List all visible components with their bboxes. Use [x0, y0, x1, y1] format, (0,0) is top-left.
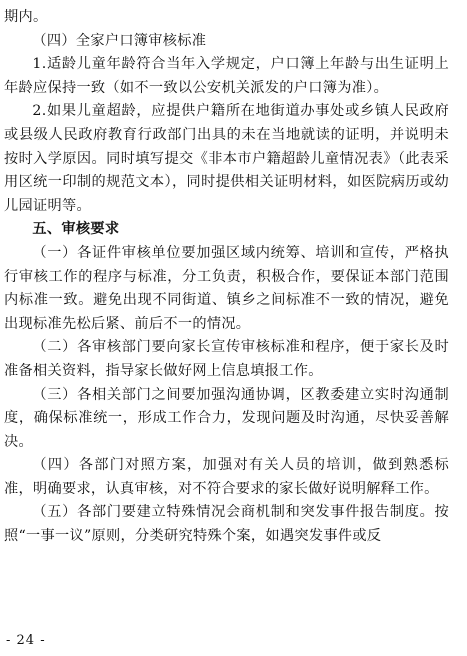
- paragraph: 2.如果儿童超龄，应提供户籍所在地街道办事处或乡镇人民政府或县级人民政府教育行政部门出具的未在当地就读的证明，并说明未按时入学原因。同时填写提交《非本市户籍超龄儿童情况表》（此表采用区统一印制的规范文本），同时提供相关证明材料，如医院病历或幼儿园证明等。: [4, 103, 449, 214]
- document-body: [4, 6, 449, 549]
- paragraph: （二）各审核部门要向家长宣传审核标准和程序，便于家长及时准备相关资料，指导家长做好网上信息填报工作。: [4, 339, 449, 379]
- page-number: - 24 -: [6, 633, 46, 648]
- paragraph: （四）全家户口簿审核标准: [32, 32, 207, 49]
- paragraph: （五）各部门要建立特殊情况会商机制和突发事件报告制度。按照“一事一议”原则，分类研究特殊个案，如遇突发事件或反: [4, 504, 449, 545]
- paragraph: （四）各部门对照方案，加强对有关人员的培训，做到熟悉标准，明确要求，认真审核，对不符合要求的家长做好说明解释工作。: [4, 457, 449, 497]
- paragraph: 1.适龄儿童年龄符合当年入学规定，户口簿上年龄与出生证明上年龄应保持一致（如不一致以公安机关派发的户口簿为准）。: [4, 56, 449, 96]
- paragraph: 期内。: [4, 9, 48, 25]
- paragraph: （三）各相关部门之间要加强沟通协调，区教委建立实时沟通制度，确保标准统一，形成工作合力，发现问题及时沟通，尽快妥善解决。: [4, 386, 449, 450]
- paragraph: （一）各证件审核单位要加强区域内统筹、培训和宣传，严格执行审核工作的程序与标准，分工负责，积极合作，要保证本部门范围内标准一致。避免出现不同街道、镇乡之间标准不一致的情况，避免出现标准先松后紧、前后不一的情况。: [4, 244, 449, 332]
- section-heading: 五、审核要求: [32, 221, 120, 238]
